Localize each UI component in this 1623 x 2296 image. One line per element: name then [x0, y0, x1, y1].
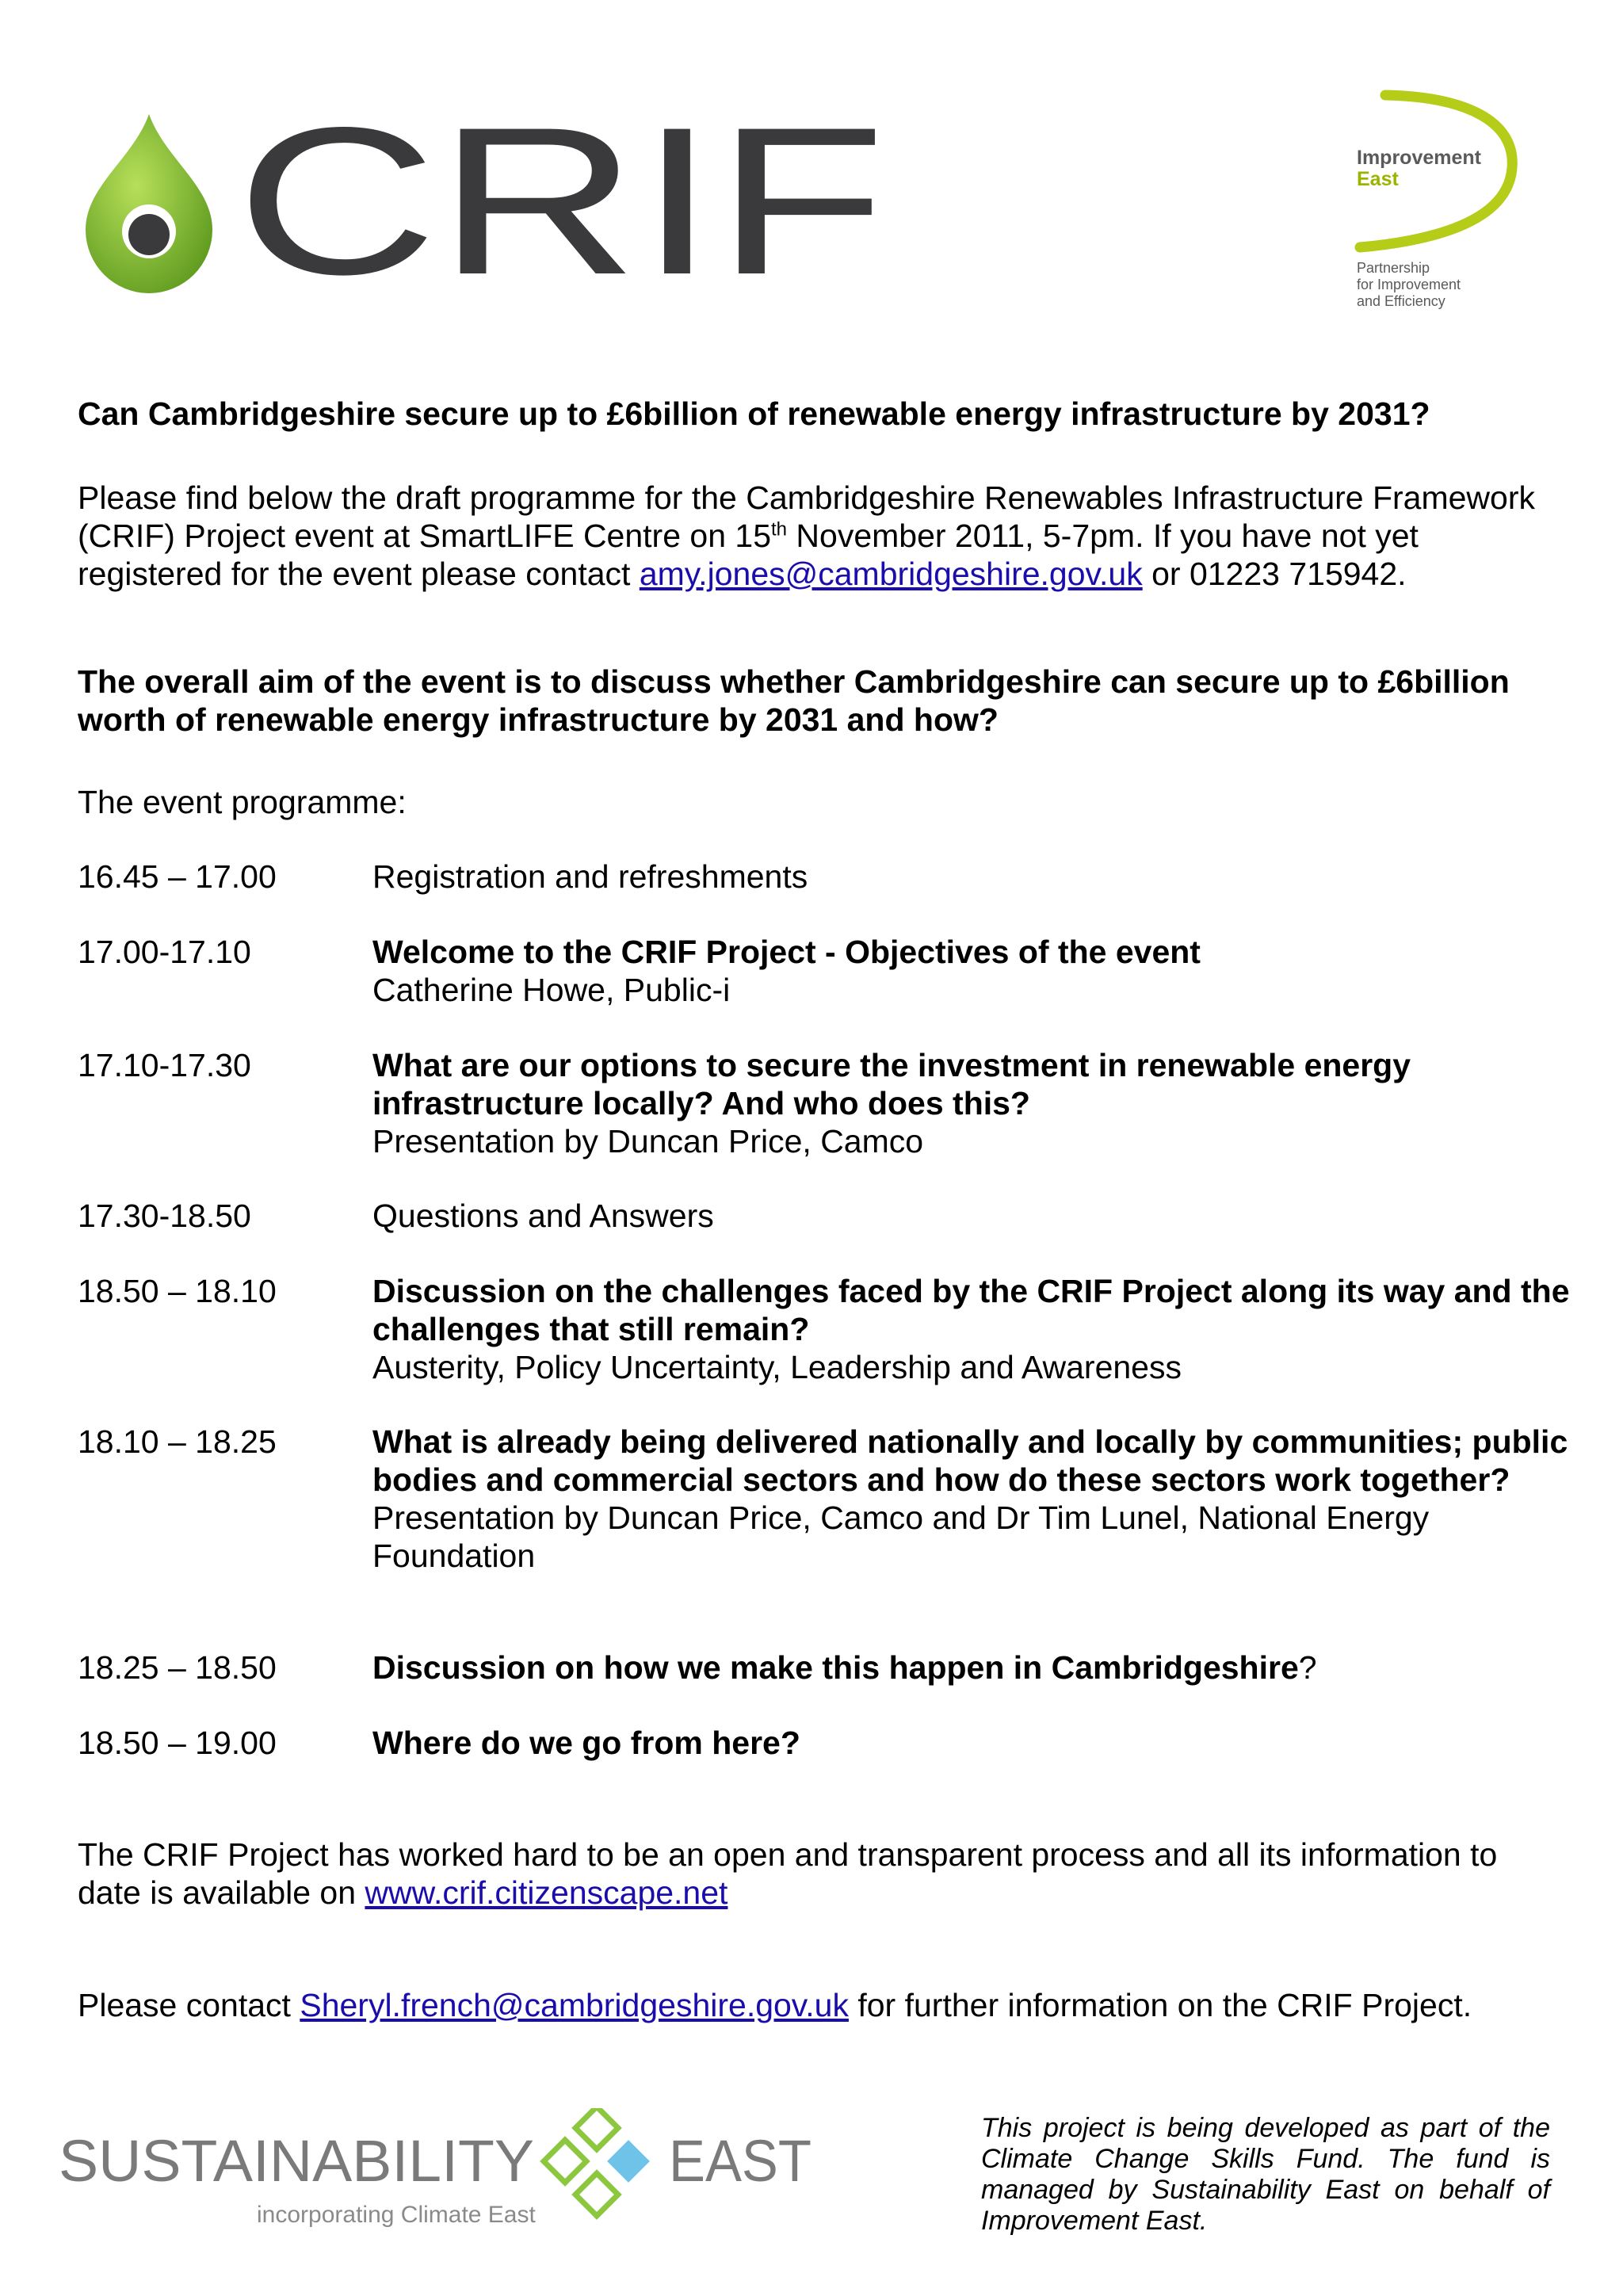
footer-note: This project is being developed as part of the Climate Change Skills Fund. The fund is managed by Sustainability East on behalf of Improvement East. [981, 2113, 1550, 2236]
programme-time: 16.45 – 17.00 [78, 858, 277, 895]
headline: Can Cambridgeshire secure up to £6billion of renewable energy infrastructure by 2031? [78, 395, 1430, 432]
programme-item-title: Welcome to the CRIF Project - Objectives of the event [372, 934, 1201, 970]
intro-text-2: November 2011, 5-7pm. If you have not yet registered for the event please contact [78, 518, 1419, 592]
crif-logo-text: CRIF [236, 111, 886, 293]
programme-item-title: What is already being delivered nationally and locally by communities; public bodies and commercial sectors and how do these sectors work together? [372, 1423, 1568, 1498]
programme-item-detail: Presentation by Duncan Price, Camco and Dr Tim Lunel, National Energy Foundation [372, 1499, 1430, 1574]
programme-item-detail: Austerity, Policy Uncertainty, Leadership and Awareness [372, 1349, 1182, 1385]
programme-item-text: Registration and refreshments [372, 858, 808, 895]
programme-item-title: Discussion on the challenges faced by the CRIF Project along its way and the challenges that still remain? [372, 1273, 1570, 1347]
programme-item-title: Where do we go from here? [372, 1725, 800, 1761]
programme-time: 18.50 – 19.00 [78, 1725, 277, 1761]
programme-item-text: Questions and Answers [372, 1198, 714, 1234]
se-diamond-icon [544, 2108, 650, 2216]
closing-text: The CRIF Project has worked hard to be an open and transparent process and all its information to date is available on [78, 1836, 1498, 1911]
programme-heading: The event programme: [78, 784, 407, 820]
crif-website-link[interactable]: www.crif.citizenscape.net [365, 1874, 728, 1911]
programme-body [372, 1648, 1577, 1687]
programme-time: 18.10 – 18.25 [78, 1423, 277, 1460]
se-logo-tag: incorporating Climate East [257, 2202, 536, 2228]
intro-paragraph [78, 479, 1568, 593]
ie-logo-tag2: for Improvement [1357, 277, 1461, 292]
improvement-east-logo [1354, 89, 1537, 319]
intro-text-1: Please find below the draft programme for the Cambridgeshire Renewables Infrastructure Framework (CRIF) Project event at SmartLIFE Centre on 15 [78, 479, 1535, 554]
intro-superscript: th [771, 518, 788, 541]
event-aim: The overall aim of the event is to discuss whether Cambridgeshire can secure up to £6billion worth of renewable energy infrastructure by 2031 and how? [78, 663, 1510, 738]
intro-text-3: or 01223 715942. [1142, 556, 1407, 592]
programme-body [372, 933, 1577, 1009]
contact-text-after: for further information on the CRIF Project. [848, 1987, 1472, 2023]
programme-item-title: Discussion on how we make this happen in Cambridgeshire [372, 1649, 1299, 1686]
programme-time: 18.50 – 18.10 [78, 1273, 277, 1309]
contact-text-before: Please contact [78, 1987, 300, 2023]
sustainability-east-logo [59, 2108, 819, 2235]
programme-time: 18.25 – 18.50 [78, 1649, 277, 1686]
crif-logo [78, 111, 896, 293]
programme-item-text: ? [1298, 1649, 1317, 1686]
programme-body [372, 1423, 1577, 1575]
programme-time: 17.00-17.10 [78, 934, 251, 970]
programme-body [372, 1046, 1577, 1160]
programme-body [372, 1724, 1577, 1762]
se-logo-left: SUSTAINABILITY [59, 2128, 534, 2194]
crif-drop-icon [86, 114, 212, 293]
programme-time: 17.10-17.30 [78, 1047, 251, 1083]
amy-email-link[interactable]: amy.jones@cambridgeshire.gov.uk [639, 556, 1143, 592]
programme-body [372, 1272, 1577, 1386]
ie-logo-line1: Improvement [1357, 147, 1481, 169]
programme-body [372, 1197, 1577, 1235]
ie-logo-tag1: Partnership [1357, 260, 1430, 276]
programme-item-title: What are our options to secure the investment in renewable energy infrastructure locally? And who does this? [372, 1047, 1411, 1121]
programme-body [372, 858, 1577, 896]
programme-item-detail: Presentation by Duncan Price, Camco [372, 1123, 924, 1159]
closing-paragraph [78, 1836, 1568, 1912]
se-logo-right: EAST [669, 2128, 812, 2194]
sheryl-email-link[interactable]: Sheryl.french@cambridgeshire.gov.uk [300, 1987, 849, 2023]
ie-logo-tag3: and Efficiency [1357, 293, 1445, 309]
ie-logo-line2: East [1357, 168, 1399, 190]
contact-paragraph [78, 1986, 1568, 2024]
programme-time: 17.30-18.50 [78, 1198, 251, 1234]
programme-item-detail: Catherine Howe, Public-i [372, 972, 731, 1008]
